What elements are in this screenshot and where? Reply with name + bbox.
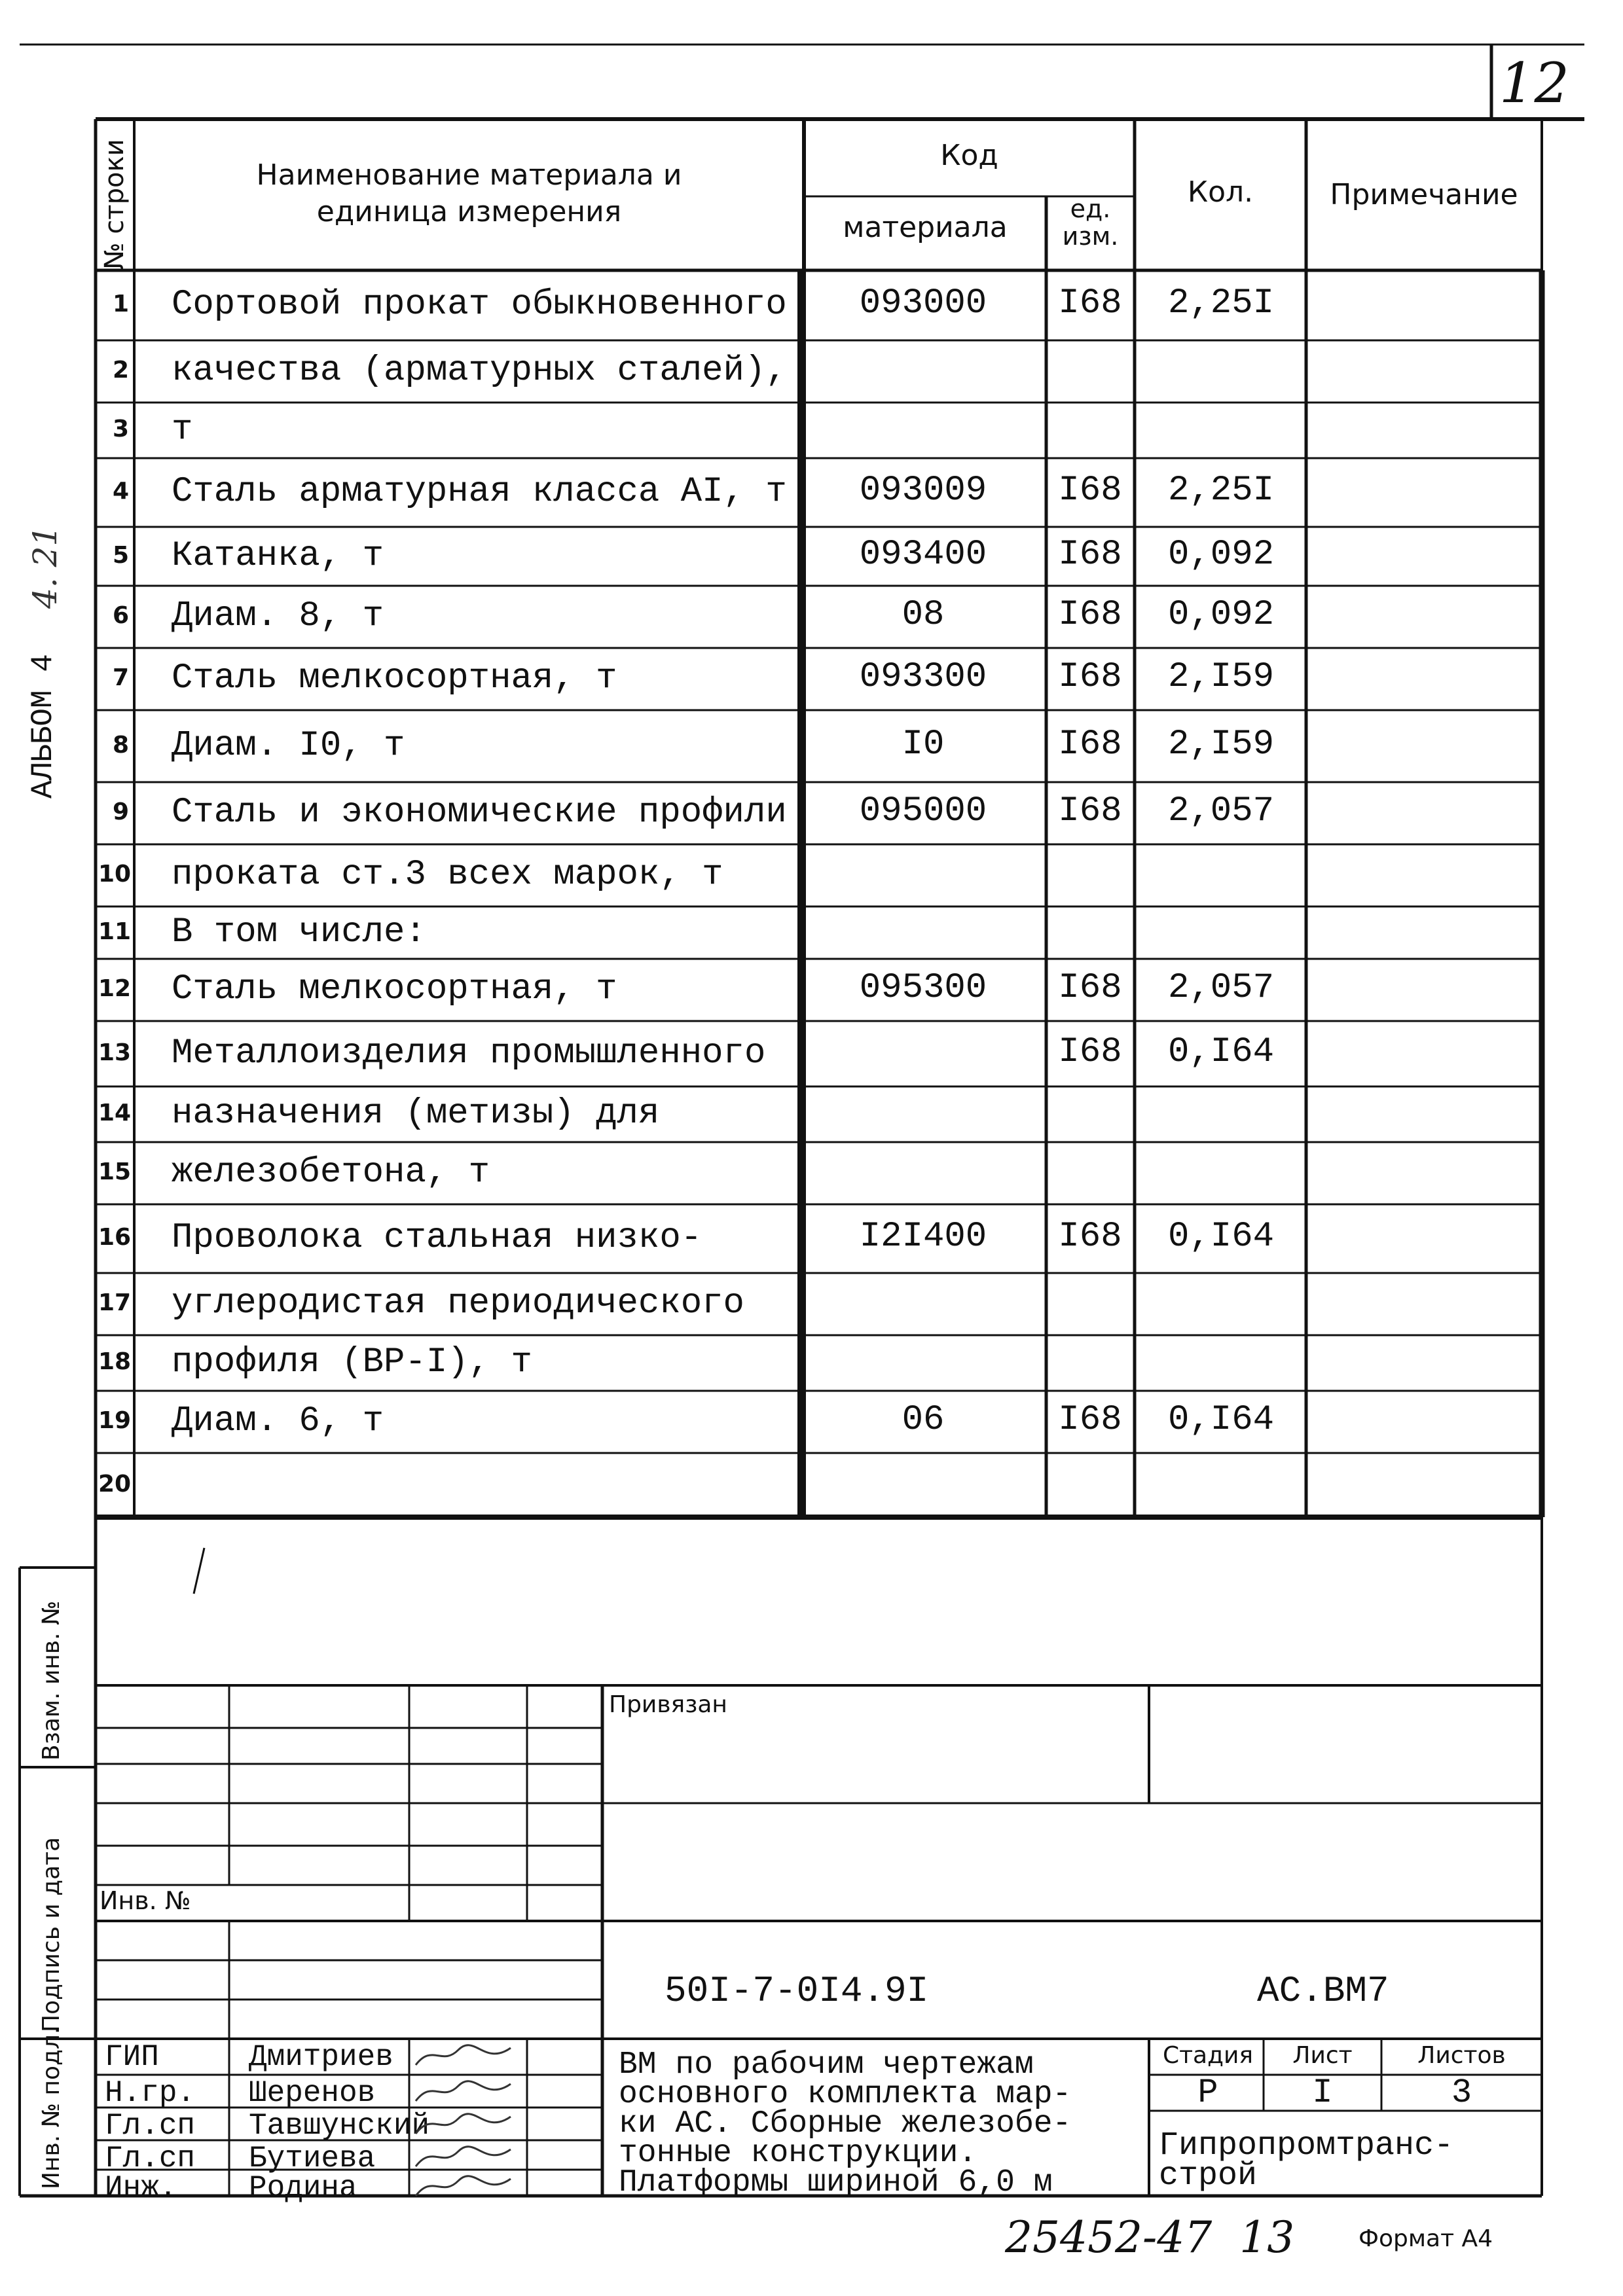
row-quantity: 2,I59 [1167,657,1275,698]
staff-role: ГИП [105,2040,159,2074]
signature-mark [412,2040,517,2072]
row-material-name: Проволока стальная низко- [172,1218,702,1259]
row-unit-code: I68 [1058,283,1122,324]
row-quantity: 2,057 [1167,968,1275,1009]
row-material-name: профиля (ВР-I), т [172,1342,532,1383]
row-unit-code: I68 [1058,595,1122,636]
row-material-code: 06 [902,1400,945,1441]
row-unit-code: I68 [1058,471,1122,511]
row-material-name: В том числе: [172,912,426,952]
row-material-name: железобетона, т [172,1153,490,1193]
row-material-name: Сталь и экономические профили [172,793,787,833]
row-number: 5 [113,541,130,569]
row-material-name: Сталь мелкосортная, т [172,658,617,699]
row-unit-code: I68 [1058,657,1122,698]
sheet-value: I [1312,2073,1333,2112]
row-material-code: 093009 [859,471,987,511]
row-material-code: 093300 [859,657,987,698]
header-unit: ед. изм. [1062,194,1119,251]
staff-role: Н.гр. [105,2076,196,2110]
row-material-code: 08 [902,595,945,636]
row-number: 9 [113,798,130,826]
margin-vzam-inv: Взам. инв. № [38,1600,65,1761]
description-line: ВМ по рабочим чертежам [619,2047,1034,2083]
row-quantity: 0,I64 [1167,1400,1275,1441]
staff-name: Дмитриев [249,2040,393,2074]
signature-mark [412,2076,517,2108]
row-number: 7 [113,664,130,692]
row-unit-code: I68 [1058,1400,1122,1441]
header-note: Примечание [1330,178,1518,211]
document-code: 50I-7-0I4.9I [665,1970,929,2012]
row-unit-code: I68 [1058,534,1122,575]
row-number: 13 [98,1039,132,1066]
row-number: 19 [98,1407,132,1435]
row-material-code: 093000 [859,283,987,324]
page-number: 12 [1499,51,1569,115]
row-number: 1 [113,291,130,318]
row-unit-code: I68 [1058,1031,1122,1072]
description-line: ки АС. Сборные железобе- [619,2106,1072,2142]
row-quantity: 2,25I [1167,471,1275,511]
handwritten-archive-number: 25452-47 13 [1005,2212,1295,2263]
header-row-no: № строки [100,139,130,270]
header-name: Наименование материала и единица измерения [256,158,682,228]
row-quantity: 2,057 [1167,791,1275,832]
row-material-name: качества (арматурных сталей), [172,351,787,391]
row-material-code: 095000 [859,791,987,832]
stage-value: Р [1197,2073,1218,2112]
privyazan-label: Привязан [609,1691,727,1718]
description-line: основного комплекта мар- [619,2077,1072,2112]
header-material: материала [843,211,1008,244]
row-number: 10 [98,861,132,888]
row-number: 6 [113,602,130,630]
row-material-code: 095300 [859,968,987,1009]
row-quantity: 0,I64 [1167,1031,1275,1072]
margin-inv-podl: Инв. № подл. [38,2026,65,2189]
row-unit-code: I68 [1058,1217,1122,1257]
margin-podpis-data: Подпись и дата [38,1837,65,2032]
sheets-value: 3 [1451,2073,1472,2112]
row-number: 12 [98,975,132,1003]
staff-name: Тавшунский [249,2109,430,2143]
row-material-name: т [172,410,193,450]
signature-mark [412,2109,517,2140]
row-number: 11 [98,918,132,945]
row-material-name: проката ст.3 всех марок, т [172,855,723,895]
row-material-name: Сталь мелкосортная, т [172,969,617,1010]
row-quantity: 2,25I [1167,283,1275,324]
album-handwritten-number: 4. 21 [26,525,64,609]
row-quantity: 2,I59 [1167,724,1275,764]
row-material-code: I2I400 [859,1217,987,1257]
row-unit-code: I68 [1058,968,1122,1009]
album-label: АЛЬБОМ 4 [26,654,60,798]
organization-line: строй [1159,2157,1258,2195]
row-number: 18 [98,1348,132,1376]
row-material-code: 093400 [859,534,987,575]
row-material-name: Диам. 8, т [172,596,384,637]
row-quantity: 0,092 [1167,595,1275,636]
row-number: 2 [113,357,130,384]
row-material-name: Катанка, т [172,535,384,576]
organization-line: Гипропромтранс- [1159,2127,1454,2164]
staff-name: Родина [249,2171,357,2205]
row-material-name: Диам. I0, т [172,725,405,766]
signature-mark [412,2171,517,2202]
row-material-name: Диам. 6, т [172,1401,384,1442]
row-material-name: назначения (метизы) для [172,1094,660,1134]
staff-name: Бутиева [249,2142,376,2176]
row-material-name: Сортовой прокат обыкновенного [172,285,787,325]
row-quantity: 0,I64 [1167,1217,1275,1257]
staff-name: Шеренов [249,2076,376,2110]
row-number: 17 [98,1289,132,1317]
row-quantity: 0,092 [1167,534,1275,575]
row-number: 4 [113,478,130,505]
row-material-name: Металлоизделия промышленного [172,1033,766,1073]
staff-role: Гл.сп [105,2109,196,2143]
row-number: 8 [113,731,130,759]
row-material-name: углеродистая периодического [172,1283,744,1324]
staff-role: Гл.сп [105,2142,196,2176]
signature-mark [412,2142,517,2173]
sheet-label: Лист [1292,2042,1353,2069]
row-material-code: I0 [902,724,945,764]
description-line: Платформы шириной 6,0 м [619,2165,1053,2200]
stage-label: Стадия [1162,2042,1254,2069]
document-mark: АС.ВМ7 [1257,1970,1389,2012]
row-number: 20 [98,1470,132,1498]
sheets-label: Листов [1417,2042,1506,2069]
row-number: 15 [98,1158,132,1186]
row-material-name: Сталь арматурная класса AI, т [172,472,787,512]
description-line: тонные конструкции. [619,2136,977,2171]
inv-no-label: Инв. № [100,1886,191,1915]
header-qty: Кол. [1187,175,1254,209]
row-unit-code: I68 [1058,791,1122,832]
staff-role: Инж. [105,2171,177,2205]
row-number: 14 [98,1100,132,1127]
row-number: 16 [98,1224,132,1251]
row-unit-code: I68 [1058,724,1122,764]
header-code: Код [940,139,998,172]
row-number: 3 [113,416,130,443]
format-label: Формат А4 [1359,2225,1493,2252]
